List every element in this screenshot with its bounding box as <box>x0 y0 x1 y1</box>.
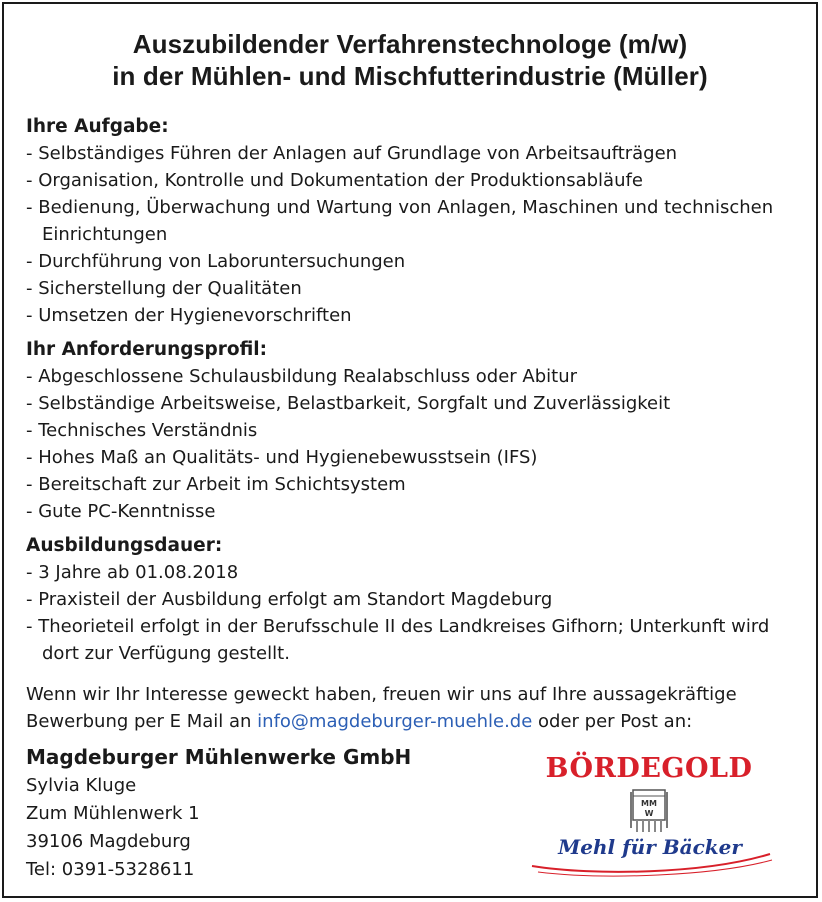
list-item: - Durchführung von Laboruntersuchungen <box>26 251 406 272</box>
section-tasks <box>26 114 796 329</box>
email-link[interactable]: info@magdeburger-muehle.de <box>257 711 533 732</box>
company-name: Magdeburger Mühlenwerke GmbH <box>26 745 412 769</box>
cta-text-end: oder per Post an: <box>532 711 693 732</box>
section-duration <box>26 533 796 667</box>
list-item: - Praxisteil der Ausbildung erfolgt am Standort Magdeburg <box>26 589 553 610</box>
city-address: 39106 Magdeburg <box>26 831 191 852</box>
list-item: - Theorieteil erfolgt in der Berufsschule II des Landkreises Gifhorn; Unterkunft wird dort zur Verfügung gestellt. <box>26 616 770 664</box>
slogan-text: Mehl für Bäcker <box>558 835 742 859</box>
list-item: - Gute PC-Kenntnisse <box>26 501 216 522</box>
cta-text: Wenn wir Ihr Interesse geweckt haben, freuen wir uns auf Ihre aussagekräftige Bewerbung per E Mail an <box>26 684 737 732</box>
mmw-emblem-icon <box>627 788 671 834</box>
list-item: - Selbständige Arbeitsweise, Belastbarkeit, Sorgfalt und Zuverlässigkeit <box>26 393 671 414</box>
list-item: - Selbständiges Führen der Anlagen auf Grundlage von Arbeitsaufträgen <box>26 143 678 164</box>
svg-text:W: W <box>644 809 654 818</box>
section-requirements <box>26 337 796 525</box>
requirement-list <box>26 363 796 525</box>
svg-text:MM: MM <box>641 799 657 808</box>
contact-block <box>26 742 411 884</box>
title-line-2: in der Mühlen- und Mischfutterindustrie (Müller) <box>112 61 708 91</box>
ad-body <box>26 114 796 753</box>
slogan-area <box>514 832 784 878</box>
contact-person: Sylvia Kluge <box>26 775 137 796</box>
list-item: - Technisches Verständnis <box>26 420 258 441</box>
ad-title <box>4 28 816 92</box>
list-item: - Bereitschaft zur Arbeit im Schichtsystem <box>26 474 406 495</box>
phone-number: Tel: 0391-5328611 <box>26 859 195 880</box>
task-list <box>26 140 796 329</box>
list-item: - Umsetzen der Hygienevorschriften <box>26 305 352 326</box>
list-item: - Bedienung, Überwachung und Wartung von Anlagen, Maschinen und technischen Einrichtungen <box>26 197 774 245</box>
list-item: - Sicherstellung der Qualitäten <box>26 278 302 299</box>
section-heading: Ihre Aufgabe: <box>26 116 169 137</box>
section-heading: Ihr Anforderungsprofil: <box>26 339 268 360</box>
ad-frame <box>2 2 818 898</box>
duration-list <box>26 559 796 667</box>
bordegold-logo <box>514 750 784 880</box>
list-item: - Organisation, Kontrolle und Dokumentation der Produktionsabläufe <box>26 170 643 191</box>
application-call <box>26 681 796 735</box>
brand-wordmark: BÖRDEGOLD <box>545 753 753 784</box>
street-address: Zum Mühlenwerk 1 <box>26 803 200 824</box>
title-line-1: Auszubildender Verfahrenstechnologe (m/w) <box>132 29 688 59</box>
list-item: - Abgeschlossene Schulausbildung Realabschluss oder Abitur <box>26 366 578 387</box>
section-heading: Ausbildungsdauer: <box>26 535 223 556</box>
list-item: - 3 Jahre ab 01.08.2018 <box>26 562 239 583</box>
list-item: - Hohes Maß an Qualitäts- und Hygienebewusstsein (IFS) <box>26 447 538 468</box>
